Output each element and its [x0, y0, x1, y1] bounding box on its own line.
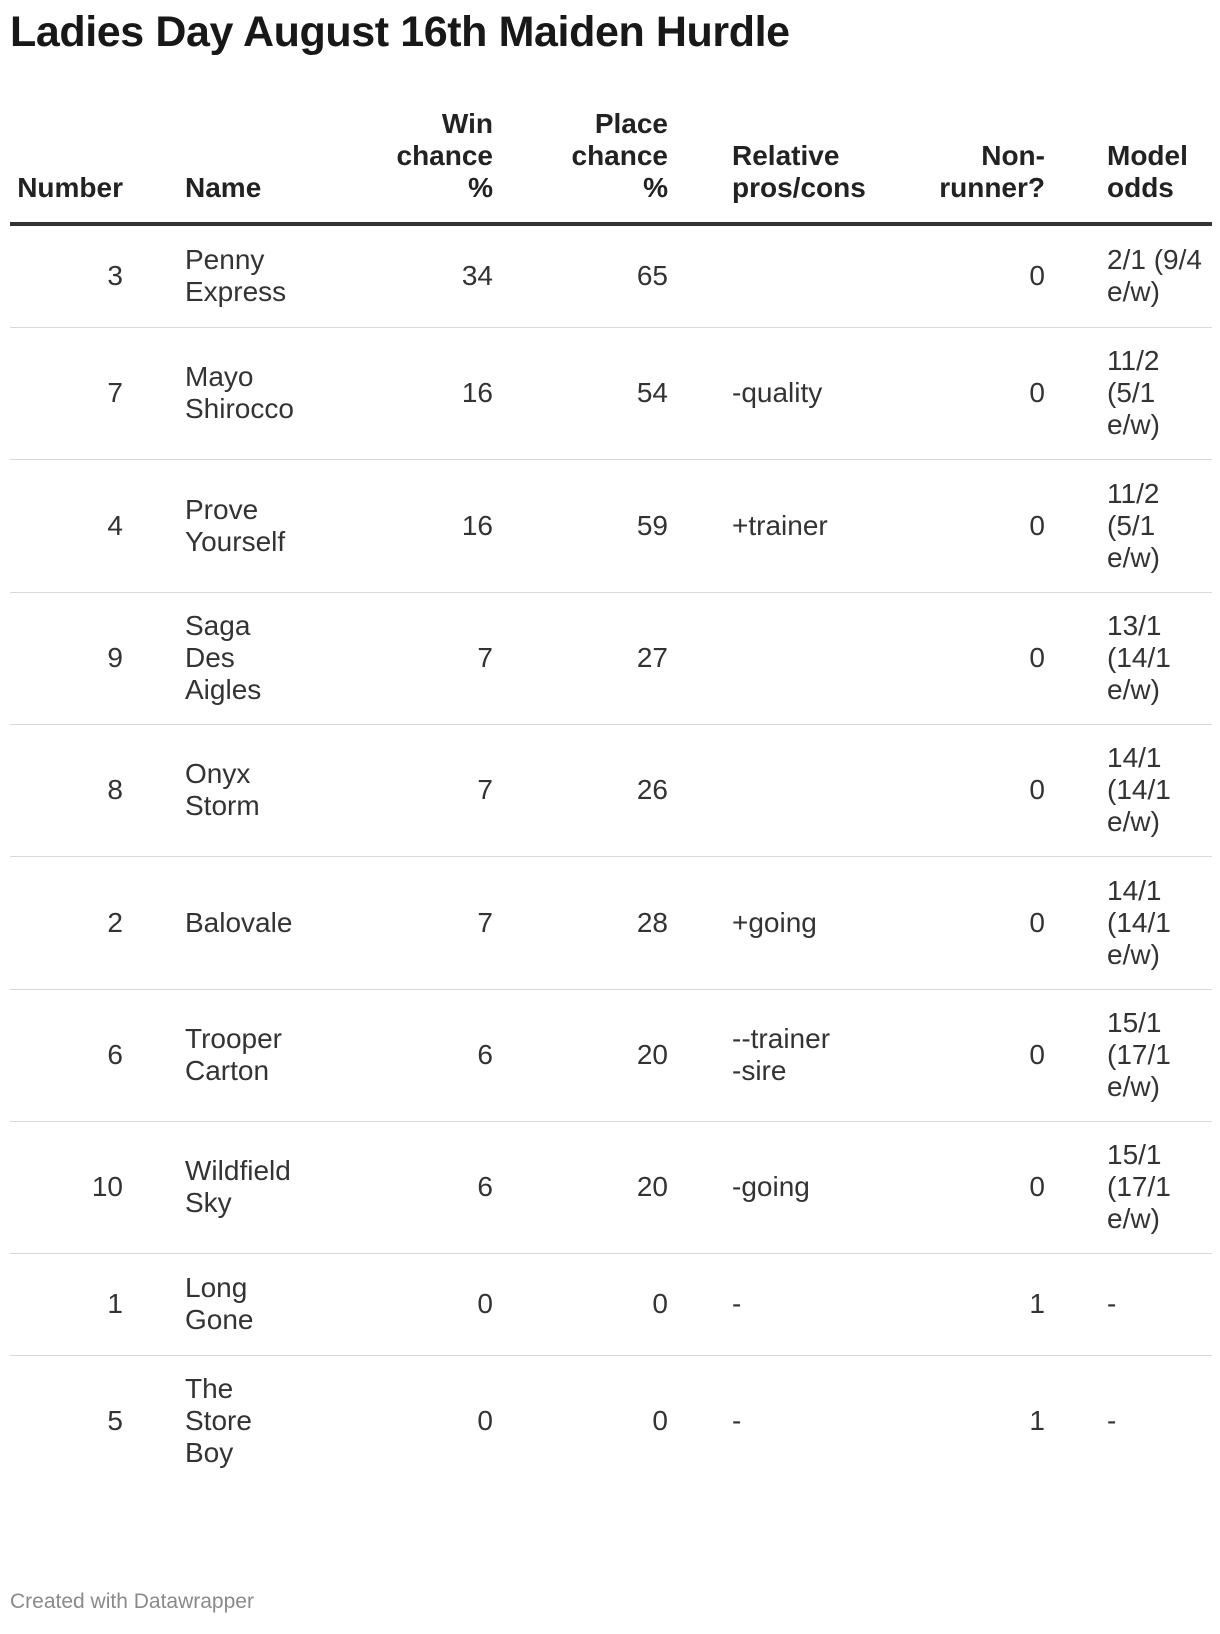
cell-model-odds: [1055, 327, 1212, 459]
cell-number: [10, 724, 135, 856]
cell-model-odds: [1055, 1253, 1212, 1355]
cell-number: [10, 1355, 135, 1487]
cell-non-runner: [895, 224, 1055, 327]
cell-non-runner: [895, 327, 1055, 459]
footer-credit: Created with Datawrapper: [10, 1590, 254, 1613]
cell-place-chance-text: 28: [636, 906, 668, 938]
cell-non-runner: [895, 989, 1055, 1121]
cell-number-text: 8: [107, 774, 123, 805]
table-row: [10, 1355, 1212, 1487]
cell-place-chance: [505, 592, 680, 724]
cell-name: [135, 856, 320, 989]
cell-win-chance-text: 6: [477, 1171, 493, 1202]
cell-model-odds: [1055, 224, 1212, 327]
cell-place-chance: [505, 989, 680, 1121]
cell-win-chance: [320, 1121, 505, 1253]
cell-model-odds: [1055, 1121, 1212, 1253]
cell-name: [135, 989, 320, 1121]
cell-number: [10, 459, 135, 592]
cell-model-odds-text: 2/1 (9/4 e/w): [1107, 244, 1202, 308]
cell-place-chance: [505, 459, 680, 592]
cell-number: [10, 327, 135, 459]
table-row: [10, 459, 1212, 592]
cell-place-chance-text: 65: [636, 260, 668, 292]
table-row: [10, 224, 1212, 327]
cell-place-chance-text: 20: [636, 1039, 668, 1070]
cell-win-chance: [320, 459, 505, 592]
cell-model-odds: [1055, 724, 1212, 856]
cell-number-text: 10: [91, 1171, 123, 1202]
cell-non-runner-text: 0: [1029, 377, 1045, 408]
cell-place-chance-text: 0: [652, 1288, 668, 1319]
cell-model-odds-text: 13/1 (14/1 e/w): [1107, 610, 1171, 705]
cell-non-runner: [895, 856, 1055, 989]
cell-non-runner: [895, 592, 1055, 724]
cell-relative-pros-cons-text: -: [732, 1405, 742, 1437]
header-name: Name: [185, 172, 262, 203]
cell-name-text: Saga Des Aigles: [185, 610, 262, 705]
cell-place-chance: [505, 1355, 680, 1487]
cell-number: [10, 1253, 135, 1355]
cell-non-runner-text: 0: [1029, 1171, 1045, 1202]
cell-non-runner-text: 0: [1029, 906, 1045, 938]
cell-place-chance: [505, 856, 680, 989]
race-table: [10, 108, 1212, 1487]
cell-win-chance-text: 0: [477, 1405, 493, 1437]
cell-place-chance-text: 59: [636, 509, 668, 541]
cell-win-chance: [320, 1355, 505, 1487]
cell-relative-pros-cons-text: +trainer: [732, 509, 828, 541]
cell-place-chance: [505, 724, 680, 856]
cell-number: [10, 989, 135, 1121]
cell-name-text: The Store Boy: [185, 1373, 252, 1469]
cell-place-chance: [505, 224, 680, 327]
cell-place-chance-text: 27: [636, 642, 668, 673]
header-relative-pros-cons: Relative pros/cons: [732, 140, 866, 203]
cell-place-chance-text: 26: [636, 774, 668, 805]
cell-relative-pros-cons-text: -quality: [732, 377, 823, 408]
cell-non-runner: [895, 1355, 1055, 1487]
cell-non-runner-text: 1: [1029, 1405, 1045, 1437]
cell-number-text: 6: [107, 1039, 123, 1070]
cell-win-chance: [320, 1253, 505, 1355]
cell-win-chance-text: 16: [461, 377, 493, 408]
cell-model-odds-text: 14/1 (14/1 e/w): [1107, 742, 1171, 837]
cell-win-chance: [320, 989, 505, 1121]
table-row: [10, 989, 1212, 1121]
cell-relative-pros-cons: [680, 1253, 895, 1355]
cell-relative-pros-cons: [680, 327, 895, 459]
cell-win-chance: [320, 224, 505, 327]
cell-number-text: 2: [107, 906, 123, 938]
cell-number-text: 7: [107, 377, 123, 408]
table-row: [10, 327, 1212, 459]
table-row: [10, 1253, 1212, 1355]
table-row: [10, 724, 1212, 856]
cell-relative-pros-cons: [680, 989, 895, 1121]
cell-non-runner-text: 0: [1029, 642, 1045, 673]
cell-name: [135, 224, 320, 327]
cell-model-odds-text: 15/1 (17/1 e/w): [1107, 1139, 1171, 1234]
cell-win-chance: [320, 592, 505, 724]
cell-non-runner-text: 0: [1029, 509, 1045, 541]
cell-number: [10, 1121, 135, 1253]
cell-place-chance: [505, 1253, 680, 1355]
cell-name: [135, 1253, 320, 1355]
table-row: [10, 856, 1212, 989]
cell-name: [135, 1355, 320, 1487]
cell-non-runner: [895, 1121, 1055, 1253]
cell-number-text: 3: [107, 260, 123, 292]
cell-model-odds: [1055, 1355, 1212, 1487]
cell-win-chance-text: 34: [461, 260, 493, 292]
header-place-chance: Place chance %: [571, 108, 668, 203]
cell-name: [135, 592, 320, 724]
cell-relative-pros-cons-text: +going: [732, 906, 817, 938]
chart-title: Ladies Day August 16th Maiden Hurdle: [10, 8, 790, 56]
cell-model-odds-text: 14/1 (14/1 e/w): [1107, 874, 1171, 970]
cell-win-chance: [320, 856, 505, 989]
cell-non-runner-text: 0: [1029, 1039, 1045, 1070]
cell-name-text: Wildfield Sky: [185, 1155, 291, 1218]
cell-non-runner-text: 0: [1029, 260, 1045, 292]
cell-name-text: Mayo Shirocco: [185, 361, 294, 424]
cell-number-text: 9: [107, 642, 123, 673]
cell-model-odds: [1055, 592, 1212, 724]
cell-relative-pros-cons-text: --trainer -sire: [732, 1023, 831, 1086]
cell-non-runner: [895, 1253, 1055, 1355]
cell-relative-pros-cons: [680, 459, 895, 592]
table-row: [10, 1121, 1212, 1253]
cell-model-odds-text: 15/1 (17/1 e/w): [1107, 1007, 1171, 1102]
cell-name-text: Onyx Storm: [185, 758, 260, 821]
cell-relative-pros-cons: [680, 1121, 895, 1253]
header-model-odds: Model odds: [1107, 140, 1188, 203]
cell-name: [135, 327, 320, 459]
cell-number: [10, 592, 135, 724]
cell-relative-pros-cons: [680, 724, 895, 856]
cell-non-runner-text: 0: [1029, 774, 1045, 805]
cell-model-odds: [1055, 856, 1212, 989]
cell-win-chance-text: 7: [477, 774, 493, 805]
cell-place-chance: [505, 327, 680, 459]
cell-non-runner-text: 1: [1029, 1288, 1045, 1319]
cell-model-odds-text: -: [1107, 1288, 1117, 1319]
cell-win-chance-text: 7: [477, 642, 493, 673]
cell-place-chance-text: 0: [652, 1405, 668, 1437]
cell-name-text: Trooper Carton: [185, 1023, 283, 1086]
cell-relative-pros-cons: [680, 1355, 895, 1487]
cell-number: [10, 856, 135, 989]
cell-name: [135, 459, 320, 592]
header-win-chance: Win chance %: [396, 108, 493, 203]
cell-place-chance-text: 20: [636, 1171, 668, 1202]
cell-number-text: 1: [107, 1288, 123, 1319]
cell-win-chance: [320, 327, 505, 459]
cell-number: [10, 224, 135, 327]
cell-non-runner: [895, 459, 1055, 592]
cell-model-odds: [1055, 459, 1212, 592]
cell-name: [135, 724, 320, 856]
cell-name-text: Balovale: [185, 906, 293, 938]
cell-relative-pros-cons: [680, 592, 895, 724]
cell-win-chance-text: 6: [477, 1039, 493, 1070]
cell-win-chance: [320, 724, 505, 856]
cell-name-text: Penny Express: [185, 244, 287, 308]
table-body: [10, 224, 1212, 1487]
cell-non-runner: [895, 724, 1055, 856]
cell-model-odds-text: -: [1107, 1405, 1117, 1437]
cell-win-chance-text: 16: [461, 509, 493, 541]
cell-win-chance-text: 0: [477, 1288, 493, 1319]
cell-relative-pros-cons: [680, 856, 895, 989]
header-row: [10, 108, 1212, 224]
cell-place-chance-text: 54: [636, 377, 668, 408]
cell-name-text: Prove Yourself: [185, 493, 286, 557]
cell-model-odds: [1055, 989, 1212, 1121]
cell-name-text: Long Gone: [185, 1272, 254, 1335]
cell-name: [135, 1121, 320, 1253]
cell-number-text: 4: [107, 509, 123, 541]
header-non-runner: Non- runner?: [939, 140, 1045, 203]
cell-win-chance-text: 7: [477, 906, 493, 938]
table-row: [10, 592, 1212, 724]
cell-model-odds-text: 11/2 (5/1 e/w): [1107, 345, 1160, 440]
cell-number-text: 5: [107, 1405, 123, 1437]
cell-relative-pros-cons-text: -: [732, 1288, 742, 1319]
cell-relative-pros-cons: [680, 224, 895, 327]
cell-relative-pros-cons-text: -going: [732, 1171, 810, 1202]
cell-model-odds-text: 11/2 (5/1 e/w): [1107, 477, 1160, 573]
header-number: Number: [17, 172, 123, 203]
cell-place-chance: [505, 1121, 680, 1253]
